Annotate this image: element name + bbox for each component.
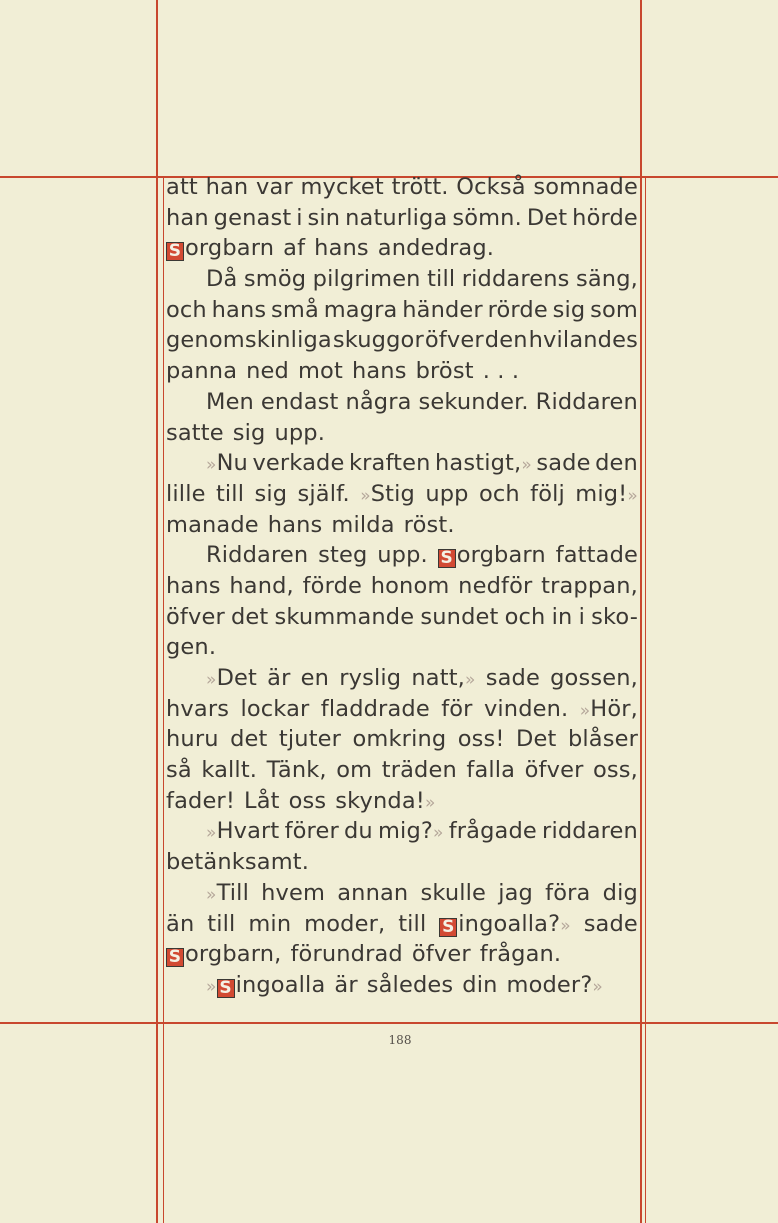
word: följ — [530, 480, 565, 507]
body-text — [166, 172, 638, 1001]
word: vinden. — [483, 695, 569, 722]
text-line — [166, 909, 638, 940]
word: den — [595, 450, 638, 477]
word: steg — [318, 542, 368, 569]
word: ryslig — [339, 665, 402, 691]
word: riddaren — [542, 818, 638, 845]
word: att — [166, 174, 198, 200]
word: blåser — [567, 726, 638, 753]
word: öfver — [411, 941, 471, 968]
word: händer — [402, 296, 483, 323]
word: hvilandes — [528, 327, 638, 354]
word: »Till — [206, 879, 249, 906]
word: sin — [307, 204, 341, 231]
word: föra — [545, 879, 591, 906]
word: lille — [166, 480, 206, 507]
word: i — [578, 603, 585, 630]
rule-vertical-text-left — [163, 176, 164, 1223]
word: mig!» — [575, 480, 638, 507]
word: nedför — [458, 572, 533, 599]
word: är — [267, 665, 291, 691]
text-line — [166, 233, 638, 264]
word: »Hör, — [579, 695, 638, 722]
word: smög — [243, 266, 307, 293]
word: var — [256, 174, 293, 200]
word: öfver — [166, 603, 225, 630]
word: af — [283, 235, 306, 262]
word: hand, — [229, 572, 294, 599]
decorated-initial-s: S — [166, 242, 184, 261]
word: hans — [211, 296, 267, 323]
word: sade — [583, 910, 638, 937]
word: manade — [166, 511, 259, 538]
word: små — [271, 296, 319, 323]
word: sundet — [420, 603, 499, 630]
word: är — [334, 971, 358, 998]
word: Det — [516, 726, 557, 753]
word: sko- — [591, 603, 638, 630]
word: skuggor — [332, 327, 424, 354]
text-line — [166, 325, 638, 356]
word: öfver — [424, 327, 484, 354]
word: jag — [498, 879, 533, 906]
word: hvars — [166, 695, 230, 722]
word: satte — [166, 419, 224, 446]
word: oss! — [457, 726, 505, 753]
word: »Nu — [206, 450, 248, 477]
decorated-initial-s: S — [166, 948, 184, 967]
word: S orgbarn — [438, 540, 546, 571]
word: hvem — [261, 879, 326, 906]
text-line — [166, 203, 638, 234]
word: tjuter — [278, 726, 342, 753]
word: fladdrade — [320, 695, 430, 722]
word: och — [504, 603, 546, 630]
word: förundrad — [290, 941, 403, 968]
word: han — [205, 174, 249, 200]
word: » S ingoalla — [206, 971, 326, 998]
word: hörde — [572, 204, 638, 231]
text-line — [166, 632, 638, 663]
word: omkring — [352, 726, 447, 753]
word: endast — [260, 388, 339, 415]
word: »Stig — [360, 480, 415, 507]
text-line — [166, 602, 638, 633]
text-line — [166, 847, 638, 878]
word: S orgbarn, — [166, 939, 281, 970]
word: upp — [425, 480, 469, 507]
text-line — [166, 694, 638, 725]
text-line — [166, 264, 638, 295]
word: min — [248, 910, 292, 937]
word: falla — [466, 757, 516, 784]
word: genast — [213, 204, 292, 231]
word: förde — [302, 572, 362, 599]
word: än — [166, 910, 195, 937]
word: panna — [166, 358, 238, 385]
word: mig?» — [377, 818, 444, 845]
text-line — [166, 540, 638, 571]
word: hans — [267, 511, 323, 538]
text-line — [166, 172, 638, 203]
word: och — [166, 296, 207, 323]
word: förer — [284, 818, 339, 845]
word: säng, — [576, 266, 638, 293]
word: somnade — [533, 174, 638, 200]
word: riddarens — [461, 266, 570, 293]
text-line — [166, 816, 638, 847]
word: bröst — [415, 358, 474, 385]
word: »Det — [206, 665, 258, 691]
word: magra — [323, 296, 398, 323]
word: natt,» — [411, 665, 476, 691]
word: Men — [206, 388, 254, 415]
decorated-initial-s: S — [438, 549, 456, 568]
text-line — [166, 970, 638, 1001]
word: kraften — [348, 450, 431, 477]
word: mycket — [300, 174, 384, 200]
word: Riddaren — [535, 388, 638, 415]
word: några — [345, 388, 412, 415]
word: skynda!» — [335, 787, 436, 814]
word: för — [441, 695, 473, 722]
word: öfver — [524, 757, 584, 784]
word: han — [166, 204, 209, 231]
word: moder?» — [506, 971, 603, 998]
word: den — [484, 327, 528, 354]
word: oss — [288, 787, 327, 814]
text-line — [166, 356, 638, 387]
word: fattade — [555, 542, 638, 569]
word: verkade — [252, 450, 345, 477]
word: milda — [331, 511, 395, 538]
word: sig — [552, 296, 586, 323]
word: själf. — [297, 480, 350, 507]
text-line — [166, 939, 638, 970]
word: mot — [297, 358, 343, 385]
word: hans — [166, 572, 221, 599]
word: om — [336, 757, 373, 784]
word: hastigt,» — [435, 450, 532, 477]
word: Då — [206, 266, 238, 293]
word: sade — [536, 450, 591, 477]
word: pilgrimen — [312, 266, 421, 293]
word: frågan. — [479, 941, 562, 968]
word: det — [231, 603, 269, 630]
text-line — [166, 479, 638, 510]
word: . . . — [482, 358, 520, 385]
word: naturliga — [345, 204, 448, 231]
word: så — [166, 757, 192, 784]
text-line — [166, 295, 638, 326]
text-line — [166, 755, 638, 786]
word: huru — [166, 726, 219, 753]
word: till — [215, 480, 245, 507]
word: upp. — [274, 419, 326, 446]
word: en — [300, 665, 330, 691]
word: annan — [337, 879, 409, 906]
text-line — [166, 418, 638, 449]
text-line — [166, 663, 638, 694]
text-line — [166, 387, 638, 418]
text-line — [166, 571, 638, 602]
word: ned — [246, 358, 289, 385]
word: dig — [602, 879, 638, 906]
word: frågade — [448, 818, 537, 845]
word: skulle — [420, 879, 487, 906]
text-line — [166, 510, 638, 541]
word: skummande — [274, 603, 415, 630]
rule-horizontal-bottom — [0, 1022, 778, 1024]
word: till — [398, 910, 427, 937]
word: Låt — [244, 787, 280, 814]
text-line — [166, 786, 638, 817]
rule-vertical-right — [640, 0, 642, 1223]
word: oss, — [592, 757, 638, 784]
decorated-initial-s: S — [439, 918, 457, 937]
word: honom — [370, 572, 450, 599]
word: moder, — [304, 910, 386, 937]
word: hans — [351, 358, 407, 385]
word: upp. — [377, 542, 428, 569]
word: sekunder. — [418, 388, 529, 415]
word: i — [296, 204, 303, 231]
word: trappan, — [541, 572, 638, 599]
word: in — [551, 603, 573, 630]
word: sig — [254, 480, 288, 507]
page-number: 188 — [388, 1033, 412, 1047]
text-line — [166, 724, 638, 755]
word: S orgbarn — [166, 233, 274, 264]
word: gen. — [166, 634, 217, 661]
word: Också — [456, 174, 526, 200]
word: kallt. — [201, 757, 258, 784]
word: träden — [381, 757, 457, 784]
word: fader! — [166, 787, 236, 814]
word: sade — [485, 665, 540, 691]
word: Tänk, — [266, 757, 327, 784]
word: genomskinliga — [166, 327, 332, 354]
word: Det — [526, 204, 568, 231]
word: din — [462, 971, 498, 998]
word: lockar — [240, 695, 310, 722]
word: S ingoalla?» — [439, 909, 571, 942]
word: det — [230, 726, 268, 753]
rule-vertical-left — [156, 0, 158, 1223]
word: som — [590, 296, 638, 323]
word: hans — [314, 235, 369, 262]
word: Riddaren — [206, 542, 309, 569]
text-line — [166, 448, 638, 479]
word: betänksamt. — [166, 849, 310, 876]
word: till — [427, 266, 456, 293]
rule-vertical-text-right — [645, 176, 646, 1223]
word: till — [207, 910, 236, 937]
word: du — [344, 818, 373, 845]
word: röst. — [403, 511, 455, 538]
text-line — [166, 878, 638, 909]
word: trött. — [391, 174, 449, 200]
word: och — [478, 480, 520, 507]
word: gossen, — [550, 665, 638, 691]
word: sömn. — [452, 204, 522, 231]
word: sig — [232, 419, 266, 446]
word: andedrag. — [377, 235, 495, 262]
word: »Hvart — [206, 818, 280, 845]
decorated-initial-s: S — [217, 979, 235, 998]
word: således — [366, 971, 454, 998]
word: rörde — [487, 296, 548, 323]
